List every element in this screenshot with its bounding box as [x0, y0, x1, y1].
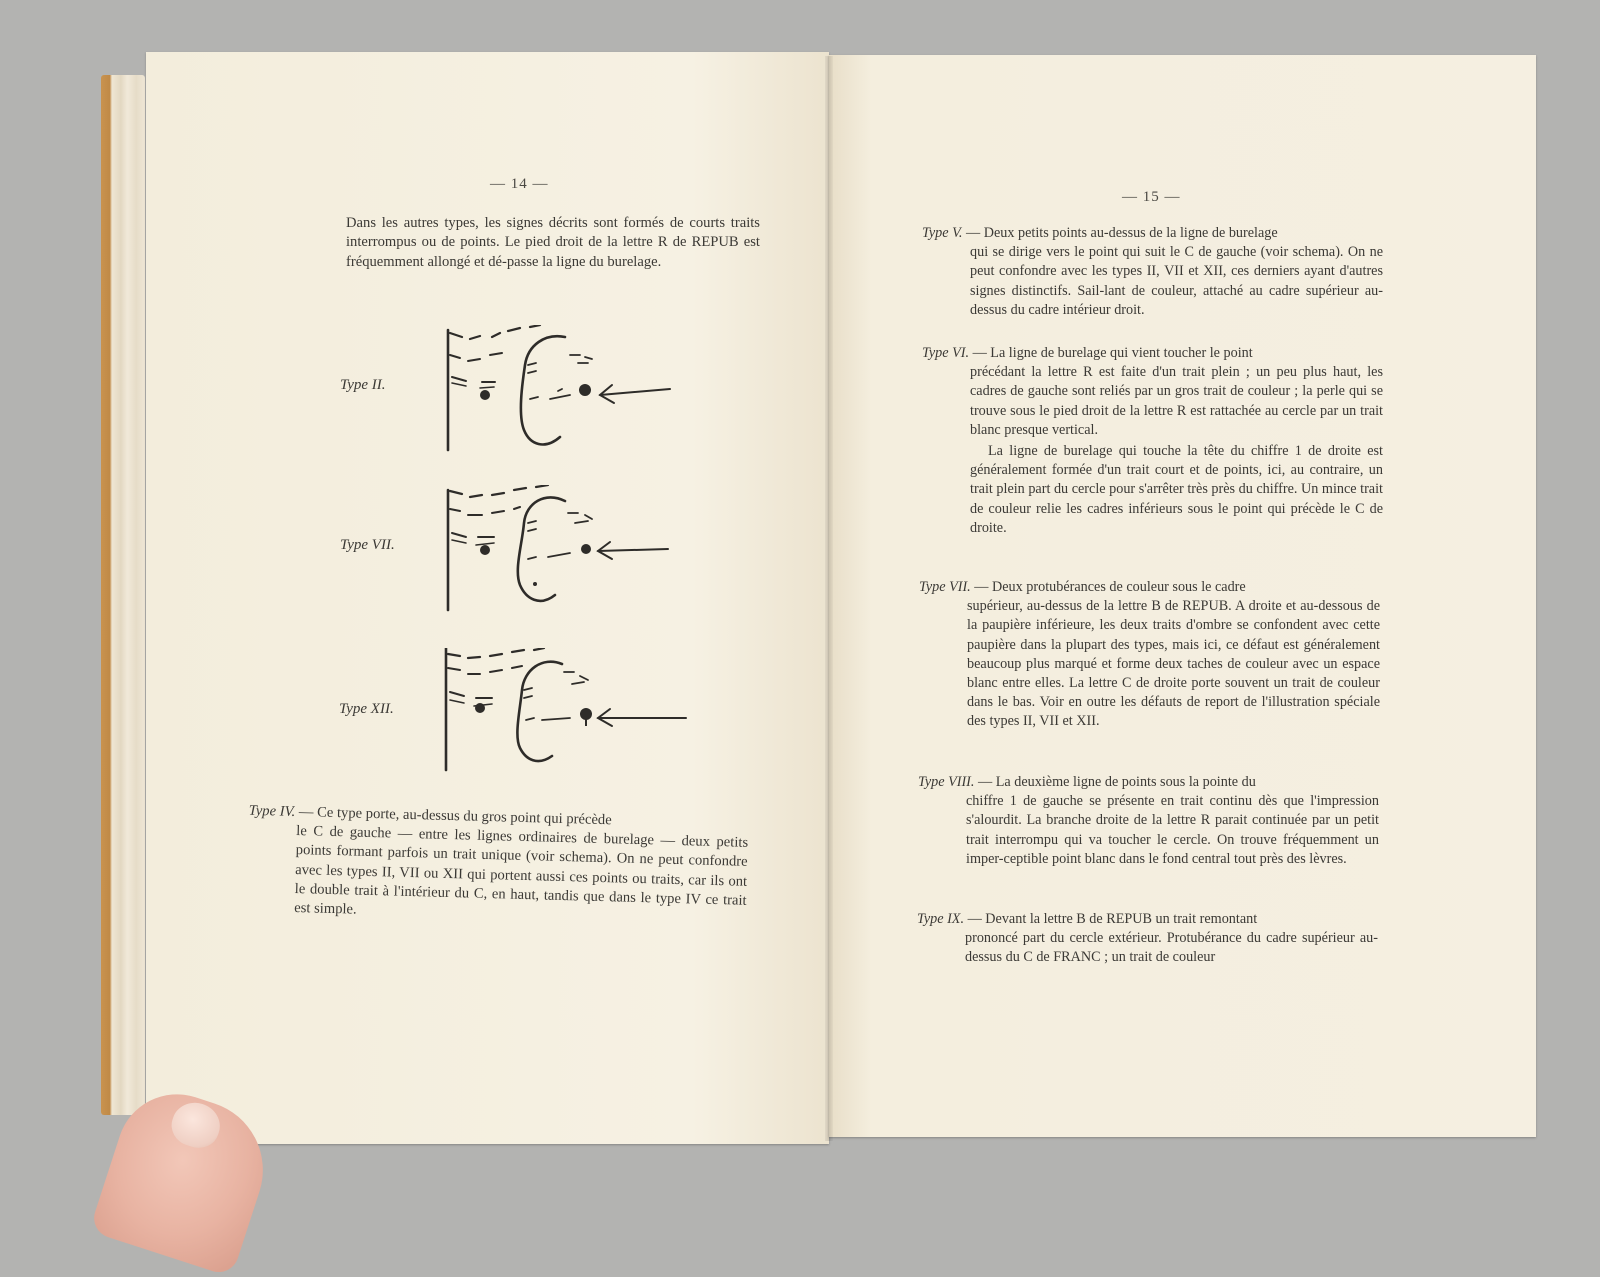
figure-type-xii: [440, 648, 700, 783]
type-iv-paragraph: [248, 802, 749, 930]
entry-type-vii-first: [919, 578, 1380, 597]
entry-type-viii-label: Type VIII.: [918, 774, 975, 790]
figure-label-type-vii: Type VII.: [340, 537, 395, 553]
book-gutter: [825, 56, 833, 1141]
entry-type-vii-label: Type VII.: [919, 579, 971, 595]
entry-type-vi-text: précédant la lettre R est faite d'un trait plein ; un peu plus haut, les cadres de gauche sont reliés par un gros trait de couleur ; la perle qui se trouve sous le pied droit de la lettre R est rattachée au cercle par un trait blanc presque vertical.: [970, 364, 1383, 438]
entry-type-v-first: [922, 224, 1383, 243]
figure-type-ii: [440, 325, 690, 460]
left-intro-paragraph: [346, 214, 760, 272]
figure-label-type-xii: Type XII.: [339, 701, 394, 717]
entry-type-ix-label: Type IX.: [917, 911, 965, 927]
entry-type-viii-first-text: — La deuxième ligne de points sous la pointe du: [974, 774, 1256, 790]
type-iv-rest: le C de gauche — entre les lignes ordinaires de burelage — deux petits points formant parfois un trait unique (voir schema). On ne peut confondre avec les types II, VII ou XII qui portent aussi ces points ou traits, car ils ont le double trait à l'intérieur du C, en haut, tandis que dans le type IV ce trait est simple.: [294, 823, 749, 918]
intro-text: Dans les autres types, les signes décrits sont formés de courts traits interrompus ou de points. Le pied droit de la lettre R de REPUB est fréquemment allongé et dé-passe la ligne du burelage.: [346, 215, 760, 270]
entry-type-v-text: qui se dirige vers le point qui suit le C de gauche (voir schema). On ne peut confondre avec les types II, VII et XII, ces derniers ayant d'autres signes distinctifs. Sail-lant de couleur, attaché au cadre supérieur au-dessus du cadre intérieur droit.: [970, 244, 1383, 318]
type-iv-first-text: — Ce type porte, au-dessus du gros point qui précède: [295, 803, 612, 829]
entry-type-viii-text: chiffre 1 de gauche se présente en trait continu dès que l'impression s'alourdit. La branche droite de la lettre R parait continuée par un petit trait interrompu qui va toucher le cercle. On trouve fréquemment un imper-ceptible point blanc dans le fond central tout près des lèvres.: [966, 793, 1379, 867]
right-page-number: — 15 —: [1122, 189, 1181, 205]
entry-type-ix-first-text: — Devant la lettre B de REPUB un trait remontant: [964, 911, 1258, 927]
entry-type-vi-first-text: — La ligne de burelage qui vient toucher le point: [969, 345, 1253, 361]
entry-type-ix: [917, 910, 1378, 968]
entry-type-v-label: Type V.: [922, 225, 963, 241]
entry-type-v: [922, 224, 1383, 320]
figure-label-type-ii: Type II.: [340, 377, 386, 393]
entry-type-vii-first-text: — Deux protubérances de couleur sous le cadre: [970, 579, 1246, 595]
entry-type-vi-label: Type VI.: [922, 345, 970, 361]
book-edge: [101, 75, 145, 1115]
figure-type-vii: [440, 485, 690, 620]
entry-type-viii: [918, 773, 1379, 869]
entry-type-vi-first: [922, 344, 1383, 363]
entry-type-vii: [919, 578, 1380, 732]
entry-type-ix-first: [917, 910, 1378, 929]
left-page-number: — 14 —: [490, 176, 549, 192]
entry-type-viii-first: [918, 773, 1379, 792]
entry-type-vi-extra: La ligne de burelage qui touche la tête du chiffre 1 de droite est généralement formée d'un trait court et de points, ici, au contraire, un trait plein part du cercle pour s'arrêter très près du chiffre. Un mince trait de couleur relie les cadres inférieurs sous le point qui précède le C de droite.: [970, 443, 1383, 536]
entry-type-ix-text: prononcé part du cercle extérieur. Protubérance du cadre supérieur au-dessus du C de FRANC ; un trait de couleur: [965, 930, 1378, 966]
type-iv-label: Type IV.: [248, 802, 296, 820]
entry-type-vii-text: supérieur, au-dessus de la lettre B de REPUB. A droite et au-dessous de la paupière inférieure, les deux traits d'ombre se confondent avec cette paupière dans la plupart des types, mais ici, ce défaut est généralement beaucoup plus marqué et forme deux taches de couleur avec un espace blanc entre elles. La lettre C de droite porte souvent un trait de couleur dans le bas. Voir en outre les défauts de report de l'illustration spéciale des types II, VII et XII.: [967, 598, 1380, 730]
entry-type-vi: [922, 344, 1383, 538]
entry-type-v-first-text: — Deux petits points au-dessus de la ligne de burelage: [962, 225, 1278, 241]
